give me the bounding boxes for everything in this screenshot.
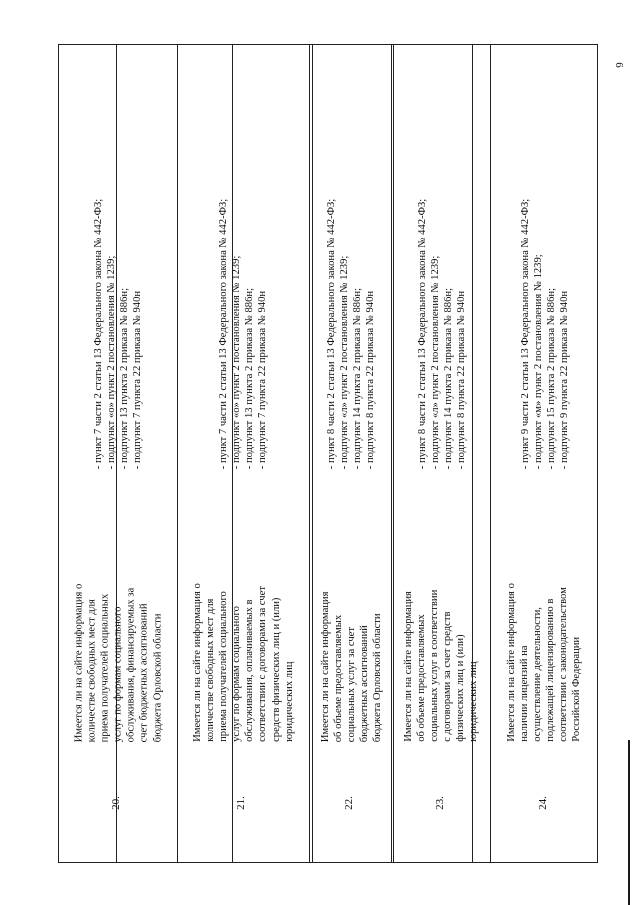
reference-line: - подпункт 7 пункта 22 приказа № 940н bbox=[132, 290, 144, 469]
column-divider bbox=[391, 45, 392, 862]
reference-line: - пункт 9 части 2 статьи 13 Федерального закона № 442-ФЗ; bbox=[519, 198, 531, 469]
reference-line: - подпункт 13 пункта 2 приказа № 886н; bbox=[243, 287, 255, 469]
question-line: счет бюджетных ассигнований bbox=[138, 603, 150, 742]
page-number: 6 bbox=[613, 62, 625, 68]
criterion-question bbox=[402, 469, 481, 742]
question-line: наличии лицензий на bbox=[519, 645, 531, 742]
criterion-question bbox=[191, 469, 296, 742]
question-line: социальных услуг в соответствии bbox=[429, 589, 441, 742]
question-line: соответствии с законодательством bbox=[558, 587, 570, 742]
reference-line: - пункт 7 части 2 статьи 13 Федерального закона № 442-ФЗ; bbox=[92, 198, 104, 469]
scan-edge-line bbox=[628, 740, 630, 905]
reference-line: - подпункт 15 пункта 2 приказа № 886н; bbox=[545, 287, 557, 469]
question-line: об объеме предоставляемых bbox=[332, 614, 344, 742]
row-number: 23. bbox=[433, 796, 446, 810]
question-line: об объеме предоставляемых bbox=[416, 614, 428, 742]
reference-line: - пункт 8 части 2 статьи 13 Федерального закона № 442-ФЗ; bbox=[416, 198, 428, 469]
reference-line: - подпункт 9 пункта 22 приказа № 940н bbox=[558, 290, 570, 469]
reference-line: - подпункт «л» пункт 2 постановления № 1239; bbox=[338, 255, 350, 469]
question-line: осуществление деятельности, bbox=[532, 607, 544, 742]
question-line: Имеется ли на сайте информация о bbox=[506, 583, 518, 742]
criteria-table bbox=[58, 44, 598, 863]
question-line: социальных услуг за счет bbox=[345, 626, 357, 742]
question-line: приема получателей социального bbox=[217, 591, 229, 742]
criterion-question bbox=[318, 469, 384, 742]
criterion-question bbox=[72, 469, 164, 742]
row-number: 21. bbox=[235, 796, 247, 810]
reference-line: - подпункт «о» пункт 2 постановления № 1239; bbox=[230, 255, 242, 469]
column-divider bbox=[312, 45, 313, 862]
legal-references bbox=[325, 45, 377, 469]
question-line: Имеется ли на сайте информация bbox=[319, 591, 331, 742]
question-line: обслуживания, финансируемых за bbox=[125, 587, 137, 742]
reference-line: - подпункт 13 пункта 2 приказа № 886н; bbox=[118, 287, 130, 469]
legal-references bbox=[92, 45, 144, 469]
question-line: с договорами за счет средств bbox=[442, 611, 454, 742]
question-line: подлежащей лицензированию в bbox=[545, 598, 557, 742]
row-divider bbox=[309, 45, 310, 862]
reference-line: - подпункт «о» пункт 2 постановления № 1239; bbox=[105, 255, 117, 469]
question-line: соответствии с договорами за счет bbox=[257, 586, 269, 742]
question-line: Имеется ли на сайте информация bbox=[403, 591, 415, 742]
reference-line: - подпункт «м» пункт 2 постановления № 1239; bbox=[532, 254, 544, 469]
question-line: обслуживания, оплачиваемых в bbox=[243, 599, 255, 742]
question-line: юридических лиц bbox=[468, 661, 480, 742]
question-line: юридических лиц bbox=[283, 661, 295, 742]
row-divider bbox=[393, 45, 394, 862]
question-line: количестве свободных мест для bbox=[86, 598, 98, 742]
legal-references bbox=[415, 45, 467, 469]
question-line: бюджетных ассигнований bbox=[358, 624, 370, 742]
reference-line: - пункт 7 части 2 статьи 13 Федерального закона № 442-ФЗ; bbox=[217, 198, 229, 469]
question-line: Имеется ли на сайте информация о bbox=[191, 583, 203, 742]
criterion-question bbox=[505, 469, 584, 742]
row-number: 22. bbox=[343, 796, 355, 810]
reference-line: - подпункт 14 пункта 2 приказа № 886н; bbox=[442, 287, 454, 469]
question-line: услуг по формам социального bbox=[230, 606, 242, 742]
reference-line: - подпункт 14 пункта 2 приказа № 886н; bbox=[351, 287, 363, 469]
legal-references bbox=[518, 45, 570, 469]
reference-line: - подпункт 8 пункта 22 приказа № 940н bbox=[455, 290, 467, 469]
row-divider bbox=[490, 45, 491, 862]
question-line: бюджета Орловской области bbox=[371, 613, 383, 742]
reference-line: - пункт 8 части 2 статьи 13 Федерального закона № 442-ФЗ; bbox=[325, 198, 337, 469]
question-line: Российской Федерации bbox=[571, 637, 583, 742]
question-line: услуг по формам социального bbox=[112, 606, 124, 742]
reference-line: - подпункт 7 пункта 22 приказа № 940н bbox=[257, 290, 269, 469]
question-line: Имеется ли на сайте информация о bbox=[73, 583, 85, 742]
row-divider bbox=[177, 45, 178, 862]
question-line: физических лиц и (или) bbox=[455, 634, 467, 742]
reference-line: - подпункт «л» пункт 2 постановления № 1239; bbox=[429, 255, 441, 469]
row-number: 20. bbox=[110, 796, 122, 810]
question-line: приема получателей социальных bbox=[99, 593, 111, 742]
question-line: бюджета Орловской области bbox=[151, 613, 163, 742]
question-line: количестве свободных мест для bbox=[204, 598, 216, 742]
reference-line: - подпункт 8 пункта 22 приказа № 940н bbox=[365, 290, 377, 469]
row-number: 24. bbox=[536, 796, 549, 810]
question-line: средств физических лиц и (или) bbox=[270, 597, 282, 742]
legal-references bbox=[217, 45, 269, 469]
